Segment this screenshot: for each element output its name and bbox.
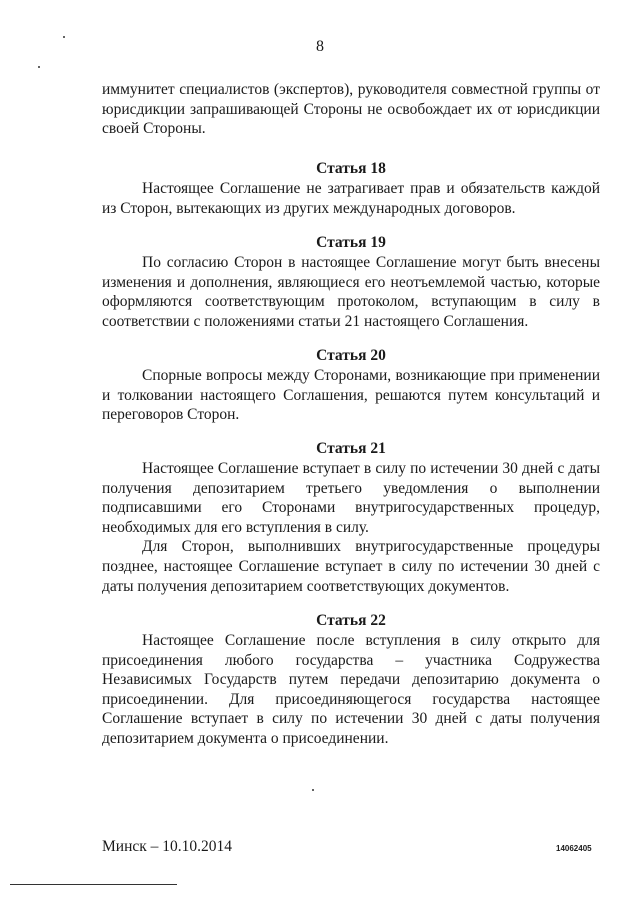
place-and-date: Минск – 10.10.2014 (102, 838, 233, 855)
article-22-heading: Статья 22 (316, 612, 386, 629)
paragraph: Для Сторон, выполнивших внутригосударственные процедуры позднее, настоящее Соглашение вступает в силу по истечении 30 дней с даты получения депозитарием соответствующих документов. (102, 538, 600, 595)
paragraph: Настоящее Соглашение не затрагивает прав и обязательств каждой из Сторон, вытекающих из других международных договоров. (102, 180, 600, 217)
article-18-heading: Статья 18 (316, 160, 386, 177)
paragraph: Спорные вопросы между Сторонами, возникающие при применении и толковании настоящего Соглашения, решаются путем консультаций и переговоров Сторон. (102, 367, 600, 424)
scan-speck (312, 789, 314, 791)
article-19-heading: Статья 19 (316, 234, 386, 251)
paragraph: иммунитет специалистов (экспертов), руководителя совместной группы от юрисдикции запрашивающей Стороны не освобождает их от юрисдикции своей Стороны. (102, 81, 600, 138)
paragraph: Настоящее Соглашение вступает в силу по истечении 30 дней с даты получения депозитарием третьего уведомления о выполнении подписавшими его Сторонами внутригосударственных процедур, необходимых для его вступления в силу. (102, 460, 600, 536)
intro-paragraph (102, 80, 600, 139)
article-20-body (102, 366, 600, 425)
article-21-body (102, 459, 600, 596)
article-20-heading: Статья 20 (316, 347, 386, 364)
paragraph: По согласию Сторон в настоящее Соглашение могут быть внесены изменения и дополнения, являющиеся его неотъемлемой частью, которые оформляются соответствующим протоколом, вступающим в силу в соответствии с положениями статьи 21 настоящего Соглашения. (102, 254, 600, 330)
scan-speck (38, 66, 40, 68)
article-18-body (102, 179, 600, 218)
article-22-body (102, 631, 600, 749)
article-21-heading: Статья 21 (316, 440, 386, 457)
article-19-body (102, 253, 600, 331)
footer-rule (10, 884, 177, 885)
document-code: 14062405 (556, 844, 592, 853)
page-number: 8 (316, 38, 324, 55)
paragraph: Настоящее Соглашение после вступления в силу открыто для присоединения любого государства – участника Содружества Независимых Государств путем передачи депозитарию документа о присоединении. Для присоединяющегося государства настоящее Соглашение вступает в силу по истечении 30 дней с даты получения депозитарием документа о присоединении. (102, 632, 600, 747)
